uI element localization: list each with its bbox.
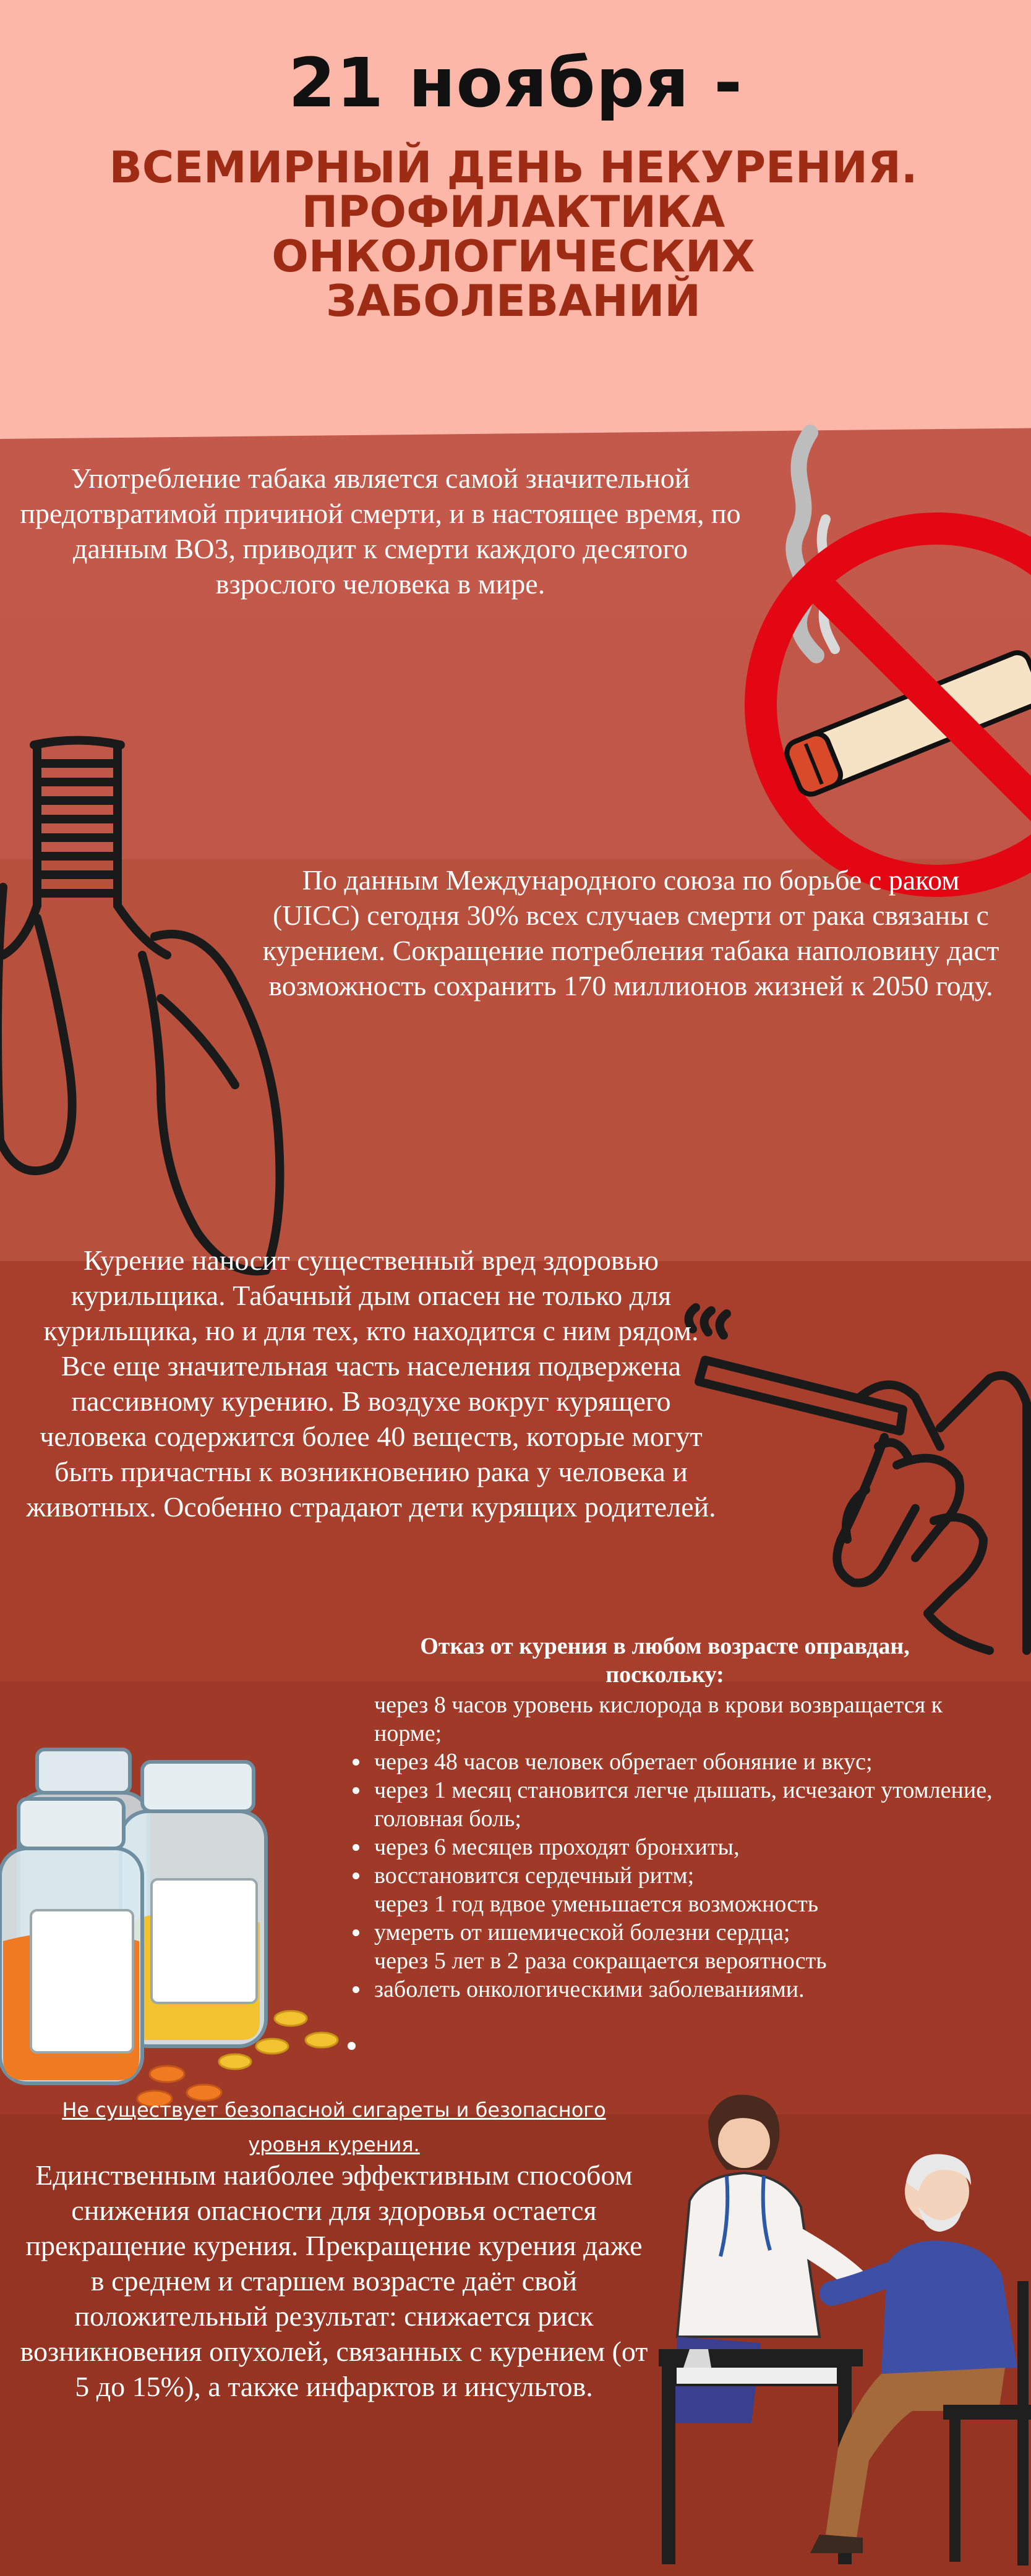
quitting-benefits-list (353, 1691, 1008, 2004)
empty-bullet (348, 2042, 356, 2050)
tobacco-paragraph: Употребление табака является самой значительной предотвратимой причиной смерти, и в настоящее время, по данным ВОЗ, приводит к смерти каждого десятого взрослого человека в мире. (20, 462, 741, 600)
list-item: восстановится сердечный ритм; (353, 1861, 1008, 1890)
uicc-paragraph: По данным Международного союза по борьбе с раком (UICC) сегодня 30% всех случаев смерти от рака связаны с курением. Сокращение потребления табака наполовину даст возможность сохранить 170 миллионов жизней к 2050 году. (262, 864, 999, 1001)
list-item: через 1 месяц становится легче дышать, исчезают утомление, головная боль; (353, 1776, 1008, 1833)
safe-level-note: Не существует безопасной сигареты и безопасного уровня курения. (62, 2098, 606, 2156)
conclusion-paragraph: Единственным наиболее эффективным способом снижения опасности для здоровья остается прекращение курения. Прекращение курения даже в среднем и старшем возрасте даёт свой положительный результат: снижается риск возникновения опухолей, связанных с курением (от 5 до 15%), а также инфарктов и инсультов. (20, 2159, 648, 2402)
list-item: через 5 лет в 2 раза сокращается вероятность (374, 1948, 827, 1974)
hand-cigarette-icon (680, 1304, 1031, 1651)
pill-bottles-icon (0, 1737, 346, 2108)
list-item: через 6 месяцев проходят бронхиты, (353, 1833, 1008, 1861)
list-item: через 8 часов уровень кислорода в крови возвращается к норме; (374, 1692, 943, 1746)
passive-smoking-paragraph: Курение наносит существенный вред здоровью курильщика. Табачный дым опасен не только для курильщика, но и для тех, кто находится с ним рядом. Все еще значительная часть населения подвержена пассивному курению. В воздухе вокруг курящего человека содержится более 40 веществ, которые могут быть причастны к возникновению рака у человека и животных. Особенно страдают дети курящих родителей. (26, 1244, 716, 1523)
quitting-heading: Отказ от курения в любом возрасте оправдан, поскольку: (420, 1633, 910, 1688)
page-title: ВСЕМИРНЫЙ ДЕНЬ НЕКУРЕНИЯ. ПРОФИЛАКТИКА ОНКОЛОГИЧЕСКИХ ЗАБОЛЕВАНИЙ (109, 142, 918, 326)
list-item: умереть от ишемической болезни сердца; (353, 1918, 1008, 1947)
list-item: через 48 часов человек обретает обоняние и вкус; (353, 1748, 1008, 1776)
doctor-patient-illustration (652, 2077, 1031, 2576)
date-title: 21 ноября - (288, 43, 743, 122)
lungs-icon (0, 739, 284, 1283)
list-item: заболеть онкологическими заболеваниями. (353, 1975, 1008, 2004)
no-smoking-icon (724, 427, 1031, 853)
list-item: через 1 год вдвое уменьшается возможность (374, 1891, 819, 1917)
